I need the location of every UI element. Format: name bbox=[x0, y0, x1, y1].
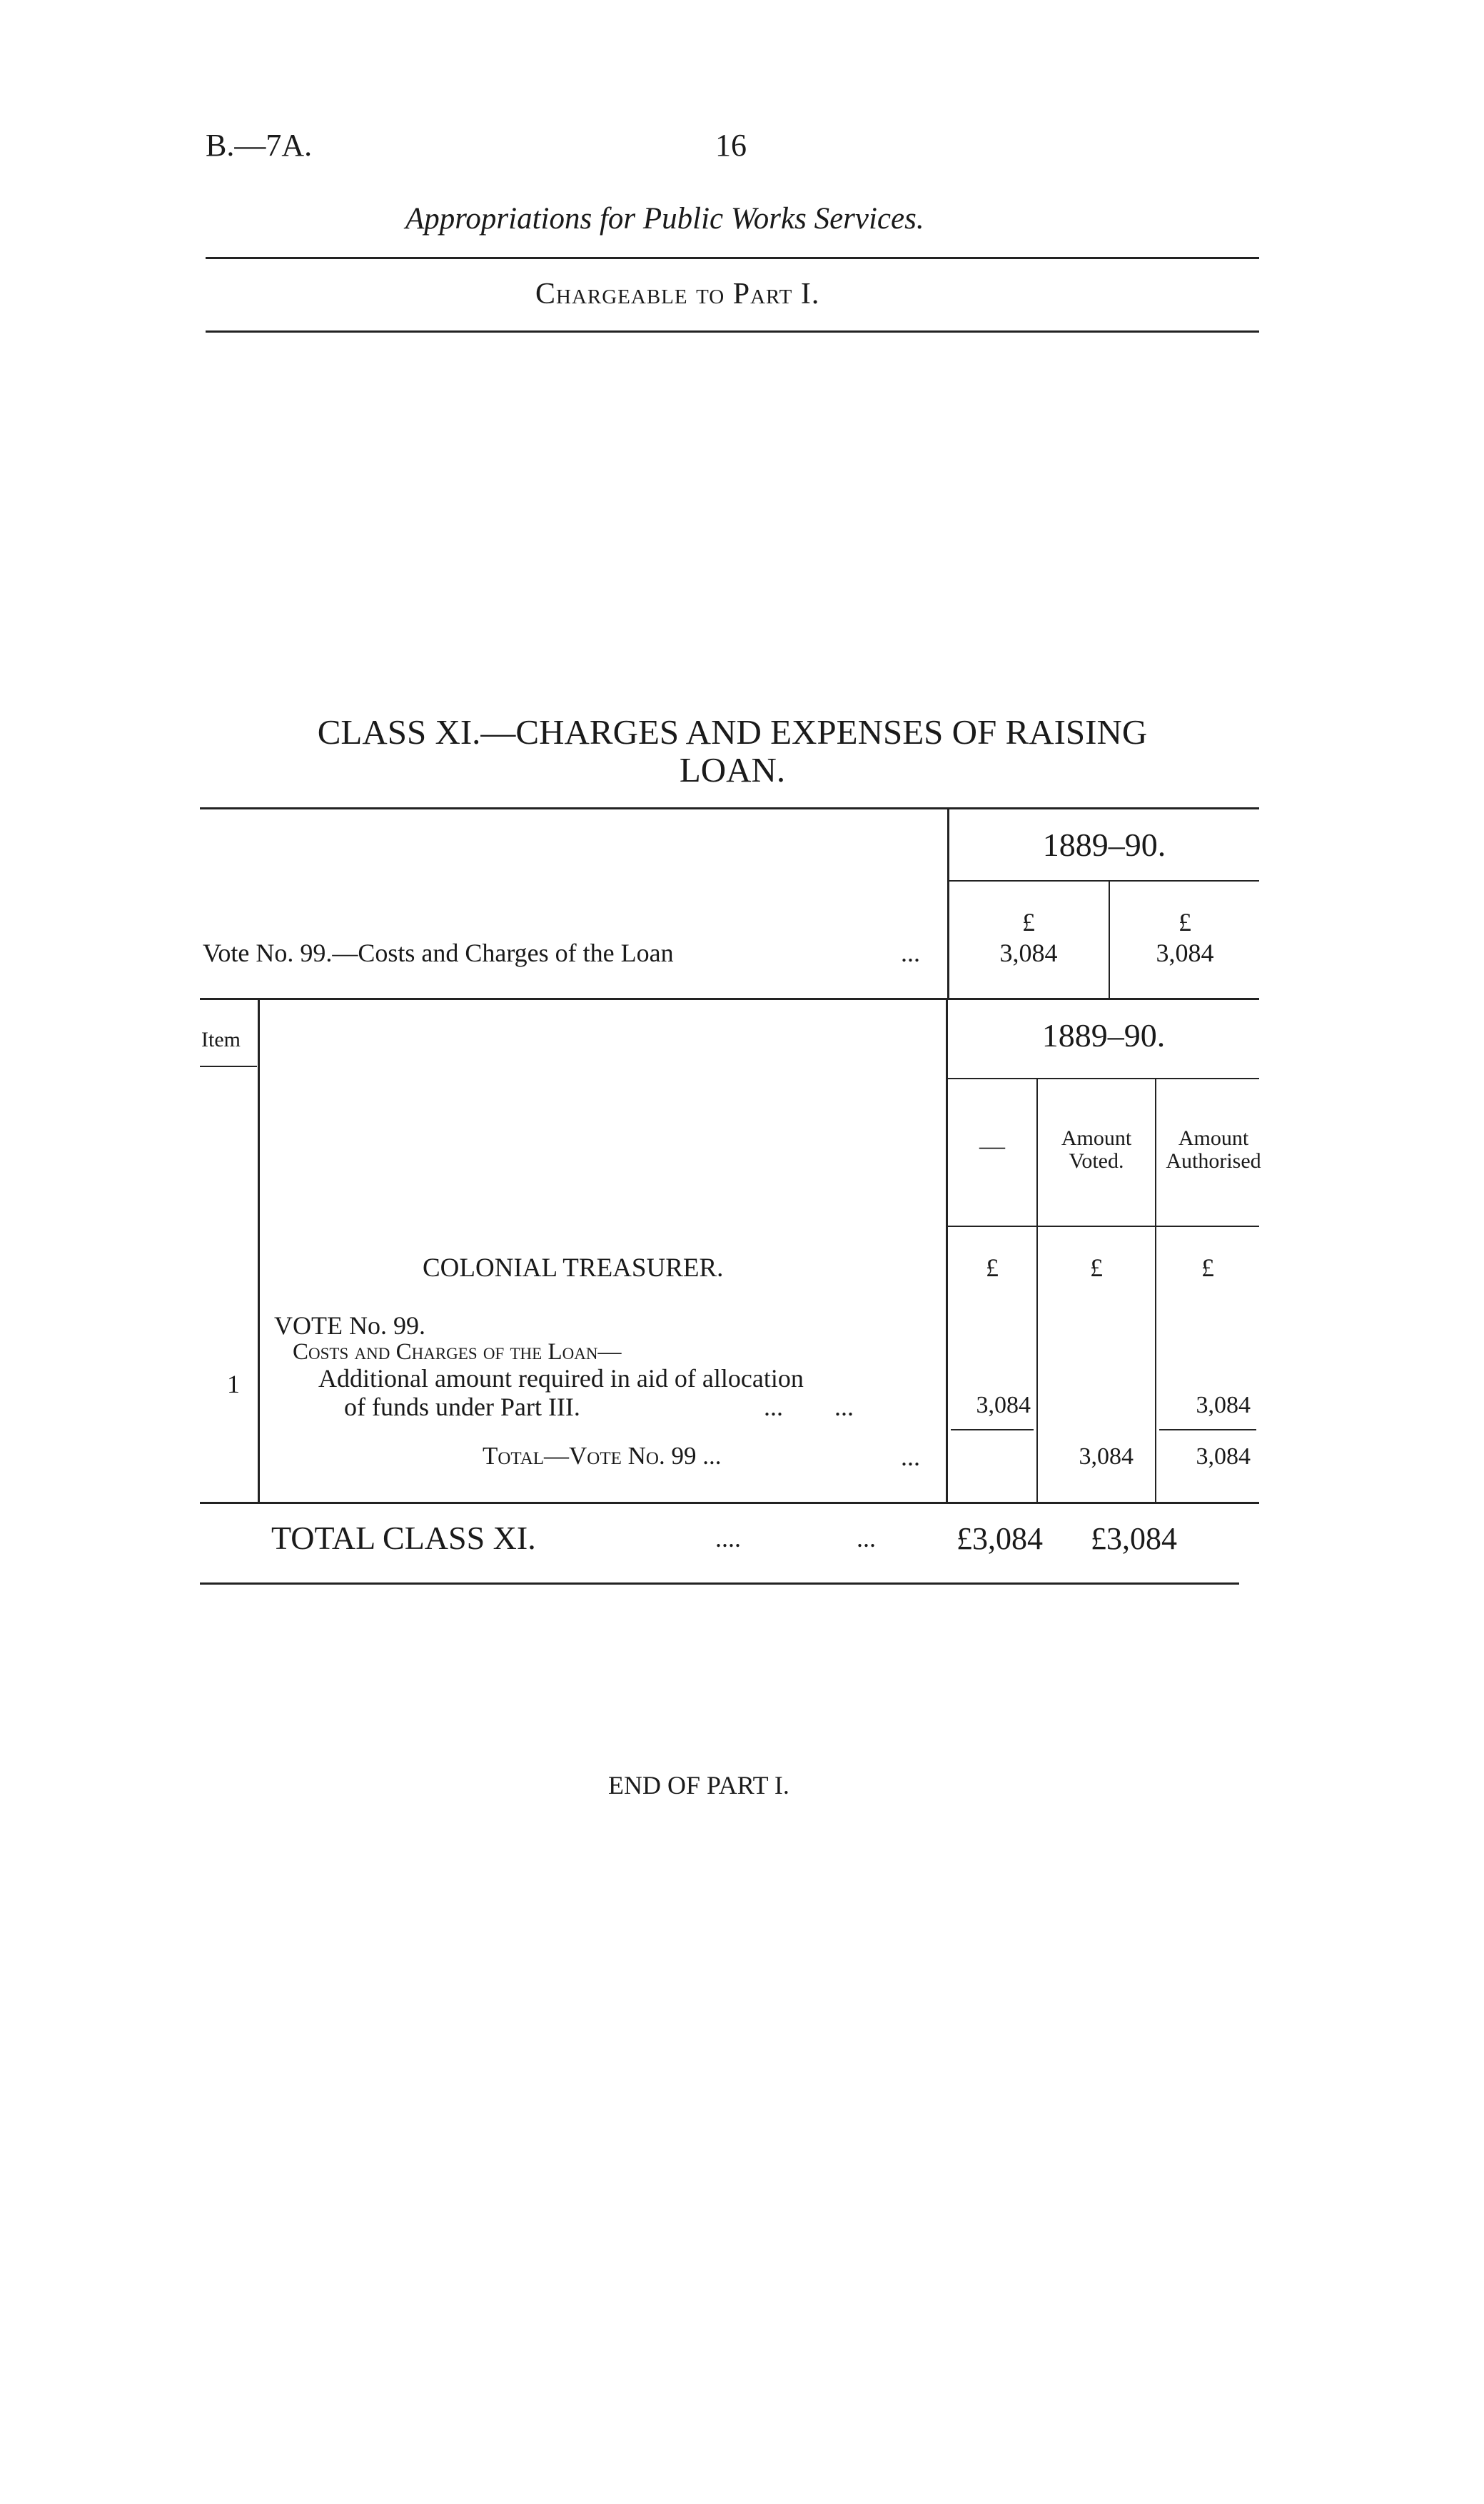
item-description-line1: Additional amount required in aid of allocation bbox=[318, 1364, 804, 1393]
summary-vote-dots: ... bbox=[901, 939, 920, 967]
summary-currency-col2: £ bbox=[1178, 908, 1191, 937]
summary-currency-col1: £ bbox=[1022, 908, 1035, 937]
item-column-header: Item bbox=[201, 1028, 241, 1051]
item-header-rule bbox=[200, 1066, 257, 1067]
currency-col3: £ bbox=[1201, 1253, 1214, 1282]
total-vote-col2: 3,084 bbox=[1079, 1443, 1134, 1470]
summary-year-rule bbox=[949, 880, 1259, 882]
header-rule-top bbox=[206, 257, 1259, 259]
section-heading: COLONIAL TREASURER. bbox=[423, 1253, 724, 1283]
detail-year: 1889–90. bbox=[1041, 1017, 1166, 1054]
item-value-col3: 3,084 bbox=[1196, 1392, 1251, 1418]
class-total-rule bbox=[200, 1582, 1239, 1585]
item-value-col1: 3,084 bbox=[976, 1392, 1031, 1418]
summary-value-col1: 3,084 bbox=[999, 939, 1058, 967]
currency-col1: £ bbox=[986, 1253, 999, 1282]
summary-value-col2: 3,084 bbox=[1156, 939, 1214, 967]
item-dots: ... ... bbox=[764, 1393, 854, 1421]
item-description-line2: of funds under Part III. bbox=[344, 1393, 580, 1421]
col3-header-line1: Amount bbox=[1178, 1126, 1249, 1150]
total-vote-label: Total—Vote No. 99 ... bbox=[483, 1442, 722, 1470]
doc-reference: B.—7A. bbox=[206, 128, 313, 163]
col3-header-line2: Authorised bbox=[1166, 1149, 1261, 1173]
page-subtitle: Chargeable to Part I. bbox=[535, 278, 820, 311]
header-rule-bottom bbox=[206, 330, 1259, 333]
total-vote-dots: ... bbox=[901, 1443, 920, 1471]
class-title-line1: CLASS XI.—CHARGES AND EXPENSES OF RAISING bbox=[317, 712, 1148, 752]
page-title: Appropriations for Public Works Services. bbox=[405, 202, 924, 236]
class-total-value1: £3,084 bbox=[956, 1521, 1043, 1556]
item-number: 1 bbox=[227, 1370, 240, 1398]
class-total-dots2: ... bbox=[857, 1524, 876, 1553]
summary-vote-label: Vote No. 99.—Costs and Charges of the Loan bbox=[203, 939, 674, 967]
col1-header: — bbox=[979, 1131, 1005, 1160]
summary-year: 1889–90. bbox=[1042, 827, 1166, 863]
summary-rule-top bbox=[200, 807, 1259, 809]
end-of-part-text: END OF PART I. bbox=[608, 1771, 789, 1799]
page-number: 16 bbox=[715, 128, 747, 163]
col2-header-line2: Voted. bbox=[1069, 1149, 1124, 1173]
currency-col2: £ bbox=[1090, 1253, 1103, 1282]
summary-divider-mid bbox=[1109, 882, 1110, 1000]
class-total-label: TOTAL CLASS XI. bbox=[271, 1520, 536, 1556]
vote-subheading: Costs and Charges of the Loan— bbox=[293, 1339, 622, 1365]
amounts-divider-left bbox=[946, 1000, 948, 1503]
subtotal-rule-col3 bbox=[1159, 1429, 1256, 1430]
column-header-rule bbox=[948, 1226, 1259, 1227]
detail-rule-bottom bbox=[200, 1502, 1259, 1504]
total-vote-col3: 3,084 bbox=[1196, 1443, 1251, 1470]
summary-rule-bottom bbox=[200, 998, 1259, 1000]
vote-heading: VOTE No. 99. bbox=[274, 1311, 425, 1340]
class-total-value2: £3,084 bbox=[1091, 1521, 1177, 1556]
class-total-dots1: .... bbox=[715, 1524, 741, 1553]
col2-header-line1: Amount bbox=[1061, 1126, 1132, 1150]
class-title-line2: LOAN. bbox=[679, 750, 786, 789]
item-column-divider bbox=[258, 1000, 260, 1503]
detail-year-rule bbox=[948, 1078, 1259, 1079]
subtotal-rule-col1 bbox=[951, 1429, 1034, 1430]
